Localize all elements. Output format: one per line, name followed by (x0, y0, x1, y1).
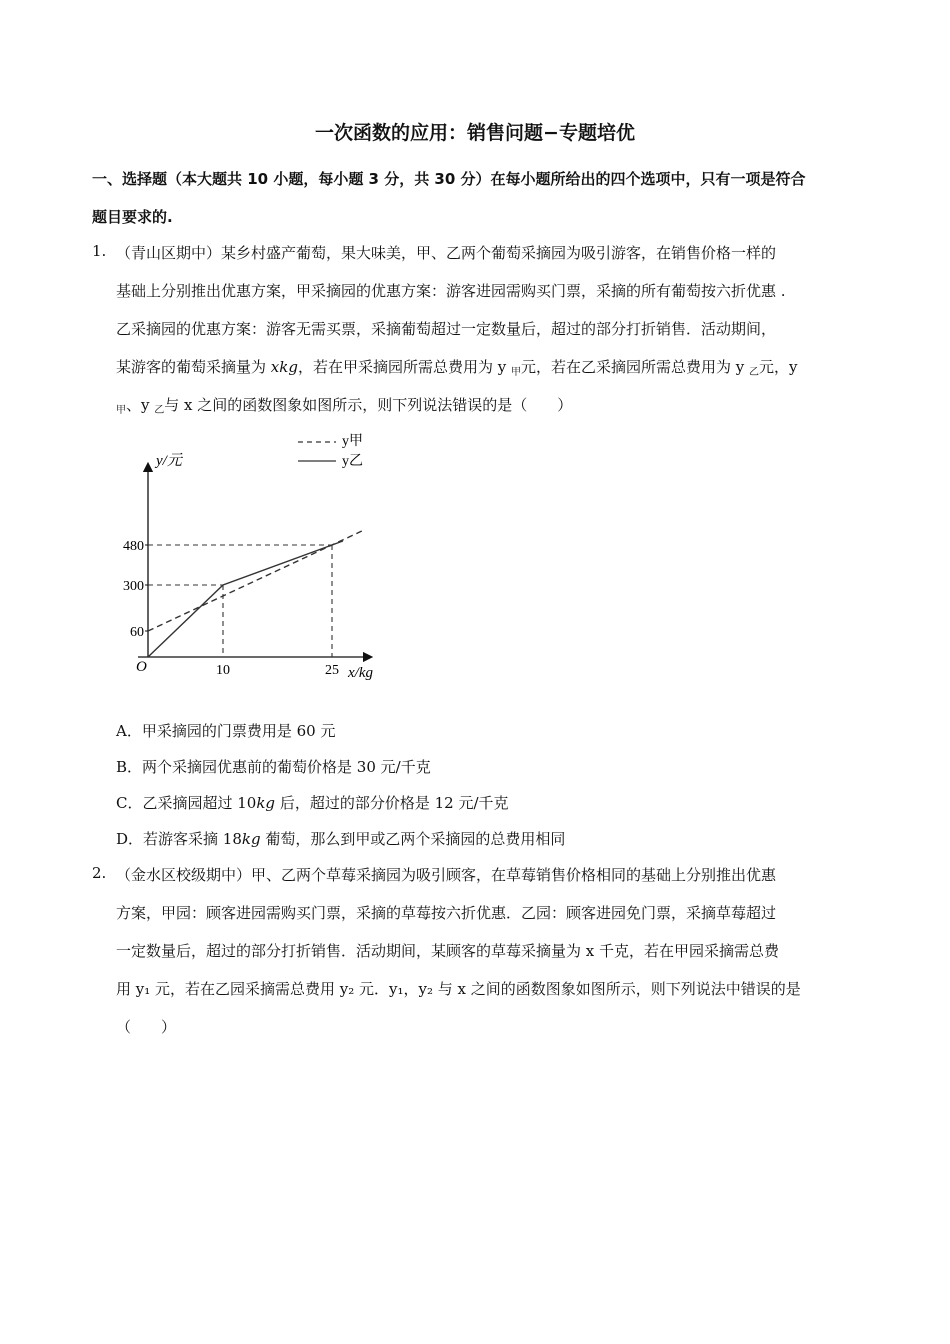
q1-option-b[interactable]: B．两个采摘园优惠前的葡萄价格是 30 元/千克 (116, 758, 431, 776)
q1-chart (110, 425, 380, 687)
q1-line5 (116, 394, 572, 416)
q1-option-c-var: kg (256, 794, 276, 812)
origin-label: O (136, 659, 147, 675)
q1-line4-c: 元，若在乙采摘园所需总费用为 y (520, 358, 749, 376)
q2-line1: （金水区校级期中）甲、乙两个草莓采摘园为吸引顾客，在草莓销售价格相同的基础上分别推出优惠 (116, 866, 777, 884)
q2-line3: 一定数量后，超过的部分打折销售．活动期间，某顾客的草莓采摘量为 x 千克，若在甲园采摘需总费 (116, 942, 780, 960)
q1-line4-a: 某游客的葡萄采摘量为 (116, 358, 271, 376)
q1-option-c-a: C．乙采摘园超过 10 (116, 794, 257, 812)
q1-option-d-a: D．若游客采摘 18 (116, 830, 242, 848)
y-tick-label-480: 480 (123, 539, 144, 554)
series-yi-line (148, 541, 343, 657)
y-tick-label-300: 300 (123, 579, 144, 594)
x-axis-label: x/kg (348, 665, 373, 681)
page-title: 一次函数的应用：销售问题−专题培优 (315, 122, 635, 144)
q1-option-d-b: 葡萄，那么到甲或乙两个采摘园的总费用相同 (260, 830, 566, 848)
q1-line2: 基础上分别推出优惠方案，甲采摘园的优惠方案：游客进园需购买门票，采摘的所有葡萄按六折优惠 . (116, 282, 786, 300)
section-header-line1: 一、选择题（本大题共 10 小题，每小题 3 分，共 30 分）在每小题所给出的四个选项中，只有一项是符合 (92, 170, 806, 188)
q1-line5-sub1: 甲 (116, 405, 126, 416)
q1-option-d[interactable] (116, 828, 565, 849)
q1-line4-b: ，若在甲采摘园所需总费用为 y (297, 358, 511, 376)
section-header-line2: 题目要求的. (92, 208, 173, 226)
q1-line5-b: 与 x 之间的函数图象如图所示，则下列说法错误的是（ ） (164, 396, 573, 414)
y-axis-label: y/元 (156, 453, 182, 469)
legend-label-yi: y乙 (342, 454, 363, 469)
q1-line4 (116, 356, 797, 378)
q2-line4: 用 y₁ 元，若在乙园采摘需总费用 y₂ 元．y₁，y₂ 与 x 之间的函数图象如图所示，则下列说法中错误的是 (116, 980, 801, 998)
guide-lines (148, 545, 332, 657)
y-tick-label-60: 60 (130, 625, 144, 640)
q1-number: 1. (92, 242, 107, 260)
q1-line1: （青山区期中）某乡村盛产葡萄，果大味美，甲、乙两个葡萄采摘园为吸引游客，在销售价格一样的 (116, 244, 777, 262)
q1-line4-d: 元，y (758, 358, 798, 376)
q1-option-a[interactable]: A．甲采摘园的门票费用是 60 元 (116, 722, 336, 740)
q2-line5: （ ） (116, 1018, 177, 1036)
q1-line5-a: 、y (126, 396, 155, 414)
q1-line4-var: xkg (270, 358, 298, 376)
q1-line4-sub2: 乙 (748, 367, 759, 378)
q1-line4-sub1: 甲 (510, 367, 521, 378)
q1-option-d-var: kg (241, 830, 261, 848)
q1-line3: 乙采摘园的优惠方案：游客无需买票，采摘葡萄超过一定数量后，超过的部分打折销售．活动期间， (116, 320, 777, 338)
x-tick-label-25: 25 (325, 663, 339, 678)
q1-option-c-b: 后，超过的部分价格是 12 元/千克 (275, 794, 509, 812)
q2-number: 2. (92, 864, 107, 882)
x-tick-label-10: 10 (216, 663, 230, 678)
legend-label-jia: y甲 (342, 434, 363, 449)
q1-option-c[interactable] (116, 792, 509, 813)
q2-line2: 方案，甲园：顾客进园需购买门票，采摘的草莓按六折优惠．乙园：顾客进园免门票，采摘草莓超过 (116, 904, 777, 922)
q1-line5-sub2: 乙 (154, 405, 165, 416)
